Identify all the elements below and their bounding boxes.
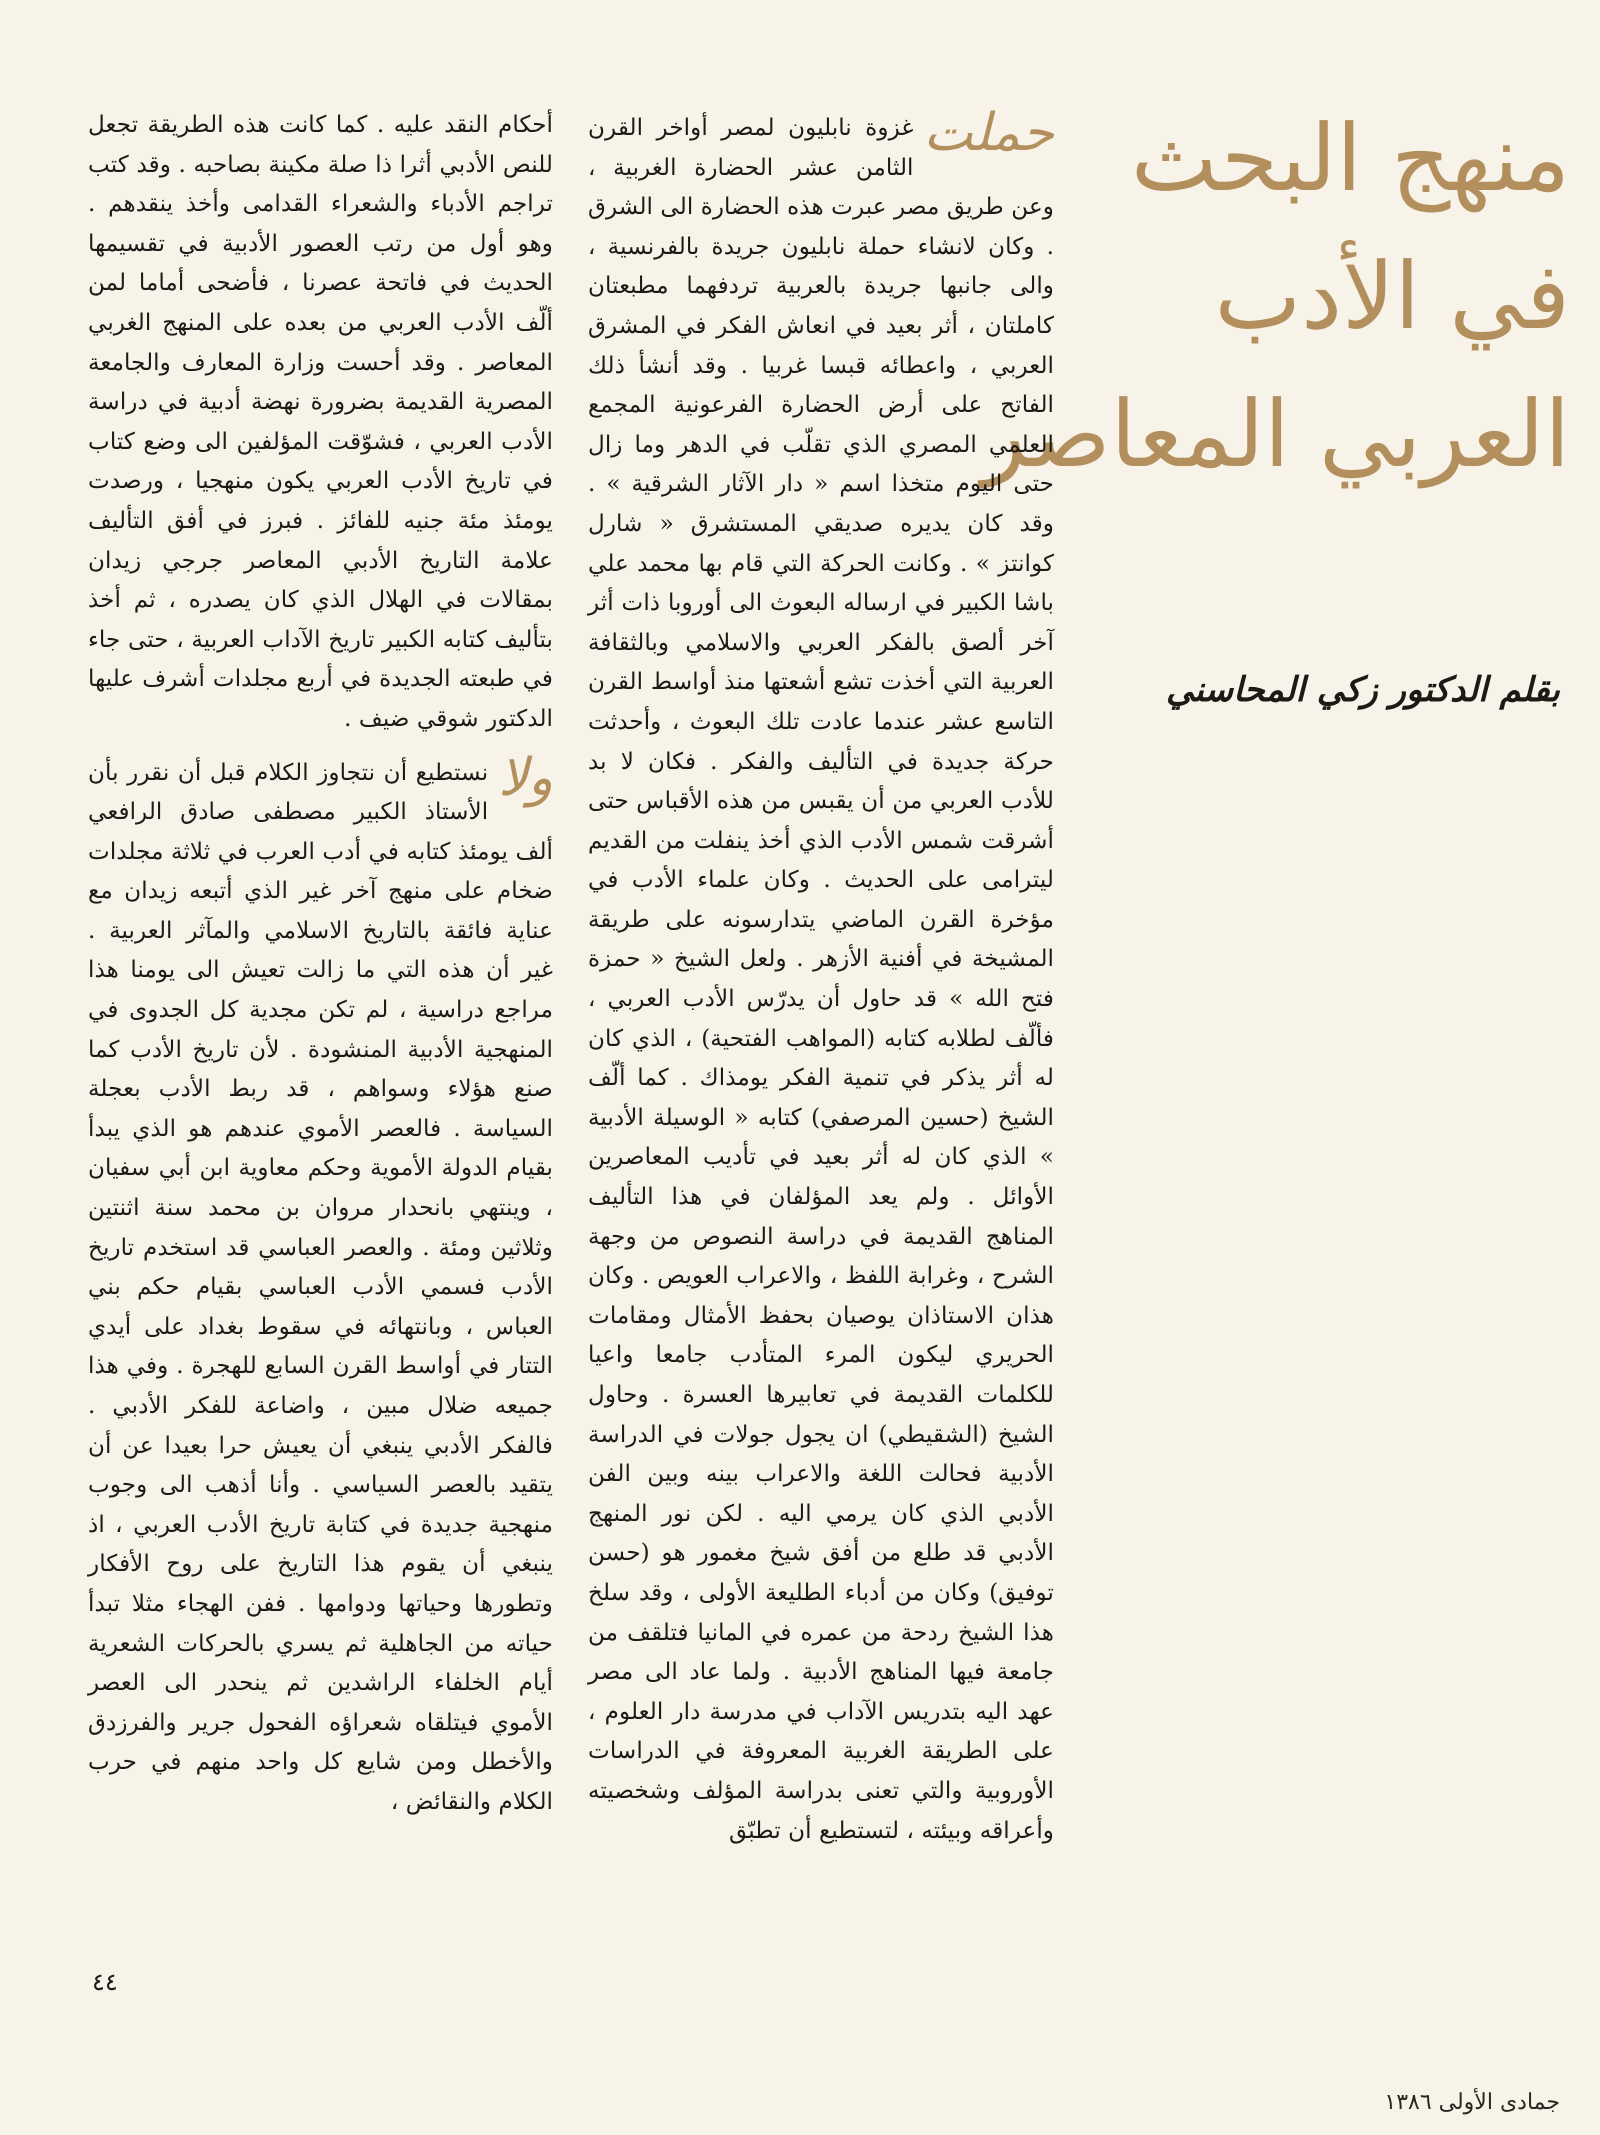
author-byline: بقلم الدكتور زكي المحاسني: [1166, 670, 1560, 710]
issue-date-footer: جمادى الأولى ١٣٨٦: [1384, 2090, 1560, 2115]
page-number: ٤٤: [92, 1968, 118, 1996]
article-column-left: [88, 105, 553, 1822]
dropcap-word: ولا: [498, 747, 553, 808]
paragraph: [88, 747, 553, 1822]
article-column-middle: [588, 103, 1054, 1850]
paragraph-text: نستطيع أن نتجاوز الكلام قبل أن نقرر بأن الأستاذ الكبير مصطفى صادق الرافعي ألف يومئذ كتابه في أدب العرب في ثلاثة مجلدات ضخام على منهج آخر غير الذي أتبعه زيدان مع عناية فائقة بالتاريخ الاسلامي والمآثر العربية . غير أن هذه التي ما زالت تعيش الى يومنا هذا مراجع دراسية ، لم تكن مجدية كل الجدوى في المنهجية الأدبية المنشودة . لأن تاريخ الأدب كما صنع هؤلاء وسواهم ، قد ربط الأدب بعجلة السياسة . فالعصر الأموي عندهم هو الذي يبدأ بقيام الدولة الأموية وحكم معاوية ابن أبي سفيان ، وينتهي بانحدار مروان بن محمد سنة اثنتين وثلاثين ومئة . والعصر العباسي قد استخدم تاريخ الأدب فسمي الأدب العباسي بقيام حكم بني العباس ، وبانتهائه في سقوط بغداد على أيدي التتار في أواسط القرن السابع للهجرة . وفي هذا جميعه ضلال مبين ، واضاعة للفكر الأدبي . فالفكر الأدبي ينبغي أن يعيش حرا بعيدا عن أن يتقيد بالعصر السياسي . وأنا أذهب الى وجوب منهجية جديدة في كتابة تاريخ الأدب العربي ، اذ ينبغي أن يقوم هذا التاريخ على روح الأفكار وتطورها وحياتها ودوامها . ففن الهجاء مثلا تبدأ حياته من الجاهلية ثم يسري بالحركات الشعرية أيام الخلفاء الراشدين ثم ينحدر الى العصر الأموي فيتلقاه شعراؤه الفحول جرير والفرزدق والأخطل ومن شايع كل واحد منهم في حرب الكلام والنقائض ،: [88, 758, 553, 1815]
title-line-1: منهج البحث: [1130, 105, 1570, 212]
title-line-3: العربي المعاصر: [981, 381, 1570, 488]
title-line-2: في الأدب: [1214, 243, 1570, 350]
paragraph-text: غزوة نابليون لمصر أواخر القرن الثامن عشر الحضارة الغربية ، وعن طريق مصر عبرت هذه الحضارة الى الشرق . وكان لانشاء حملة نابليون جريدة بالفرنسية ، والى جانبها جريدة بالعربية تردفهما مطبعتان كاملتان ، أثر بعيد في انعاش الفكر في المشرق العربي ، واعطائه قبسا غربيا . وقد أنشأ ذلك الفاتح على أرض الحضارة الفرعونية المجمع العلمي المصري الذي تقلّب في الدهر وما زال حتى اليوم متخذا اسم « دار الآثار الشرقية » . وقد كان يديره صديقي المستشرق « شارل كوانتز » . وكانت الحركة التي قام بها محمد علي باشا الكبير في ارساله البعوث الى أوروبا ذات أثر آخر ألصق بالفكر العربي والاسلامي وبالثقافة العربية التي أخذت تشع أشعتها منذ أواسط القرن التاسع عشر عندما عادت تلك البعوث ، وأحدثت حركة جديدة في التأليف والفكر . فكان لا بد للأدب العربي من أن يقبس من هذه الأقباس حتى أشرقت شمس الأدب الذي أخذ ينفلت من القديم ليترامى على الحديث . وكان علماء الأدب في مؤخرة القرن الماضي يتدارسونه على طريقة المشيخة في أفنية الأزهر . ولعل الشيخ « حمزة فتح الله » قد حاول أن يدرّس الأدب العربي ، فألّف لطلابه كتابه (المواهب الفتحية) ، الذي كان له أثر يذكر في تنمية الفكر يومذاك . كما ألّف الشيخ (حسين المرصفي) كتابه « الوسيلة الأدبية » الذي كان له أثر بعيد في تأديب المعاصرين الأوائل . ولم يعد المؤلفان في هذا التأليف المناهج القديمة في دراسة النصوص من وجهة الشرح ، وغرابة اللفظ ، والاعراب العويص . وكان هذان الاستاذان يوصيان بحفظ الأمثال ومقامات الحريري ليكون المرء المتأدب جامعا واعيا للكلمات القديمة في تعابيرها العسرة . وحاول الشيخ (الشقيطي) ان يجول جولات في الدراسة الأدبية فحالت اللغة والاعراب بينه وبين الفن الأدبي الذي كان يرمي اليه . لكن نور المنهج الأدبي قد طلع من أفق شيخ مغمور هو (حسن توفيق) وكان من أدباء الطليعة الأولى ، وقد سلخ هذا الشيخ ردحة من عمره في المانيا فتلقف من جامعة فيها المناهج الأدبية . ولما عاد الى مصر عهد اليه بتدريس الآداب في مدرسة دار العلوم ، على الطريقة الغربية المعروفة في الدراسات الأوروبية والتي تعنى بدراسة المؤلف وشخصيته وأعراقه وبيئته ، لتستطيع أن تطبّق: [588, 114, 1054, 1844]
paragraph: [588, 103, 1054, 1850]
paragraph: أحكام النقد عليه . كما كانت هذه الطريقة تجعل للنص الأدبي أثرا ذا صلة مكينة بصاحبه . وقد كتب تراجم الأدباء والشعراء القدامى وأخذ ينقدهم . وهو أول من رتب العصور الأدبية في تقسيمها الحديث في فاتحة عصرنا ، فأضحى أماما لمن ألّف الأدب العربي من بعده على المنهج الغربي المعاصر . وقد أحست وزارة المعارف والجامعة المصرية القديمة بضرورة نهضة أدبية في دراسة الأدب العربي ، فشوّقت المؤلفين الى وضع كتاب في تاريخ الأدب العربي يكون منهجيا ، ورصدت يومئذ مئة جنيه للفائز . فبرز في أفق التأليف علامة التاريخ الأدبي المعاصر جرجي زيدان بمقالات في الهلال الذي كان يصدره ، ثم أخذ بتأليف كتابه الكبير تاريخ الآداب العربية ، حتى جاء في طبعته الجديدة في أربع مجلدات أشرف عليها الدكتور شوقي ضيف .: [88, 111, 553, 732]
dropcap-word: حملت: [923, 103, 1054, 163]
